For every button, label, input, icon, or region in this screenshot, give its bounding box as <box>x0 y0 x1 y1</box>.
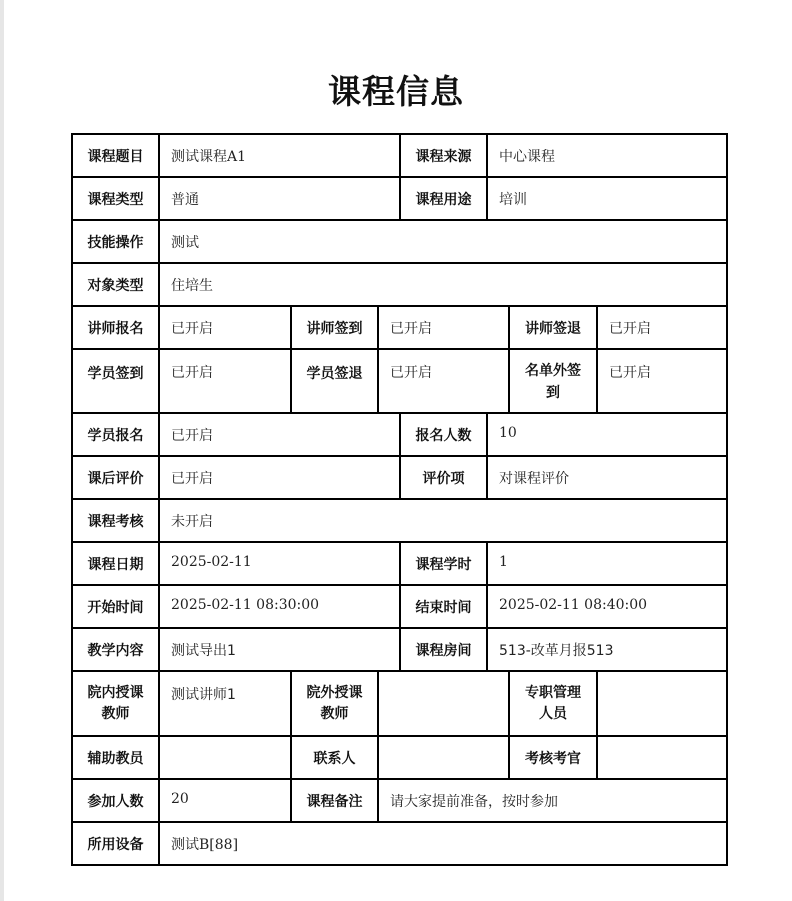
label-contact-person: 联系人 <box>292 737 379 778</box>
label-course-assessment: 课程考核 <box>73 500 160 541</box>
value-examiner <box>598 737 726 778</box>
table-row <box>71 670 728 735</box>
label-external-lecturer: 院外授课教师 <box>292 672 379 735</box>
label-student-signup: 学员报名 <box>73 414 160 455</box>
label-equipment-used: 所用设备 <box>73 823 160 864</box>
table-row <box>71 305 728 348</box>
label-course-title: 课程题目 <box>73 135 160 176</box>
table-row <box>71 627 728 670</box>
value-student-signup: 已开启 <box>160 414 401 455</box>
value-course-room: 513-改革月报513 <box>499 642 614 659</box>
label-target-type: 对象类型 <box>73 264 160 305</box>
value-course-type: 普通 <box>160 178 401 219</box>
table-row <box>71 735 728 778</box>
table-row <box>71 262 728 305</box>
value-unlisted-checkin: 已开启 <box>609 365 651 381</box>
label-start-time: 开始时间 <box>73 586 160 627</box>
value-start-time: 2025-02-11 08:30:00 <box>160 586 401 627</box>
value-course-date: 2025-02-11 <box>160 543 401 584</box>
value-teaching-content: 测试导出1 <box>160 629 401 670</box>
value-internal-lecturer: 测试讲师1 <box>160 672 292 735</box>
label-course-remarks: 课程备注 <box>292 780 379 821</box>
value-course-assessment: 未开启 <box>171 513 213 530</box>
label-lecturer-checkin: 讲师签到 <box>292 307 379 348</box>
value-evaluation-item: 对课程评价 <box>499 470 569 487</box>
value-course-purpose: 培训 <box>499 191 527 208</box>
value-lecturer-checkout: 已开启 <box>609 320 651 337</box>
label-participant-count: 参加人数 <box>73 780 160 821</box>
label-skill-operation: 技能操作 <box>73 221 160 262</box>
value-full-time-manager <box>598 672 726 735</box>
table-row <box>71 584 728 627</box>
value-post-class-evaluation: 已开启 <box>160 457 401 498</box>
label-unlisted-checkin: 名单外签到 <box>510 350 598 412</box>
label-internal-lecturer: 院内授课教师 <box>73 672 160 735</box>
table-row <box>71 348 728 412</box>
value-external-lecturer <box>379 672 510 735</box>
course-info-table <box>71 133 728 866</box>
label-course-hours: 课程学时 <box>401 543 488 584</box>
table-row <box>71 778 728 821</box>
label-assistant-teacher: 辅助教员 <box>73 737 160 778</box>
value-course-source: 中心课程 <box>499 148 555 165</box>
label-examiner: 考核考官 <box>510 737 598 778</box>
table-row <box>71 133 728 176</box>
value-lecturer-checkin: 已开启 <box>379 307 510 348</box>
value-course-title: 测试课程A1 <box>160 135 401 176</box>
label-signup-count: 报名人数 <box>401 414 488 455</box>
table-row <box>71 455 728 498</box>
page-title: 课程信息 <box>328 72 464 111</box>
label-course-room: 课程房间 <box>401 629 488 670</box>
label-lecturer-checkout: 讲师签退 <box>510 307 598 348</box>
label-student-checkout: 学员签退 <box>292 350 379 412</box>
value-signup-count: 10 <box>499 425 517 441</box>
value-contact-person <box>379 737 510 778</box>
value-student-checkout: 已开启 <box>379 350 510 412</box>
table-row <box>71 541 728 584</box>
value-skill-operation: 测试 <box>171 234 199 251</box>
label-lecturer-signup: 讲师报名 <box>73 307 160 348</box>
table-row <box>71 412 728 455</box>
label-end-time: 结束时间 <box>401 586 488 627</box>
value-student-checkin: 已开启 <box>160 350 292 412</box>
label-post-class-evaluation: 课后评价 <box>73 457 160 498</box>
value-course-hours: 1 <box>499 554 508 570</box>
value-equipment-used: 测试B[88] <box>171 836 239 853</box>
value-target-type: 住培生 <box>171 277 213 294</box>
table-row <box>71 219 728 262</box>
label-full-time-manager: 专职管理人员 <box>510 672 598 735</box>
value-lecturer-signup: 已开启 <box>160 307 292 348</box>
value-participant-count: 20 <box>160 780 292 821</box>
window-edge <box>0 0 4 901</box>
value-assistant-teacher <box>160 737 292 778</box>
table-row <box>71 821 728 866</box>
table-row <box>71 498 728 541</box>
table-row <box>71 176 728 219</box>
label-course-type: 课程类型 <box>73 178 160 219</box>
label-course-source: 课程来源 <box>401 135 488 176</box>
value-course-remarks: 请大家提前准备，按时参加 <box>390 793 558 810</box>
label-course-purpose: 课程用途 <box>401 178 488 219</box>
value-end-time: 2025-02-11 08:40:00 <box>499 597 648 613</box>
label-student-checkin: 学员签到 <box>73 350 160 412</box>
label-teaching-content: 教学内容 <box>73 629 160 670</box>
label-course-date: 课程日期 <box>73 543 160 584</box>
label-evaluation-item: 评价项 <box>401 457 488 498</box>
